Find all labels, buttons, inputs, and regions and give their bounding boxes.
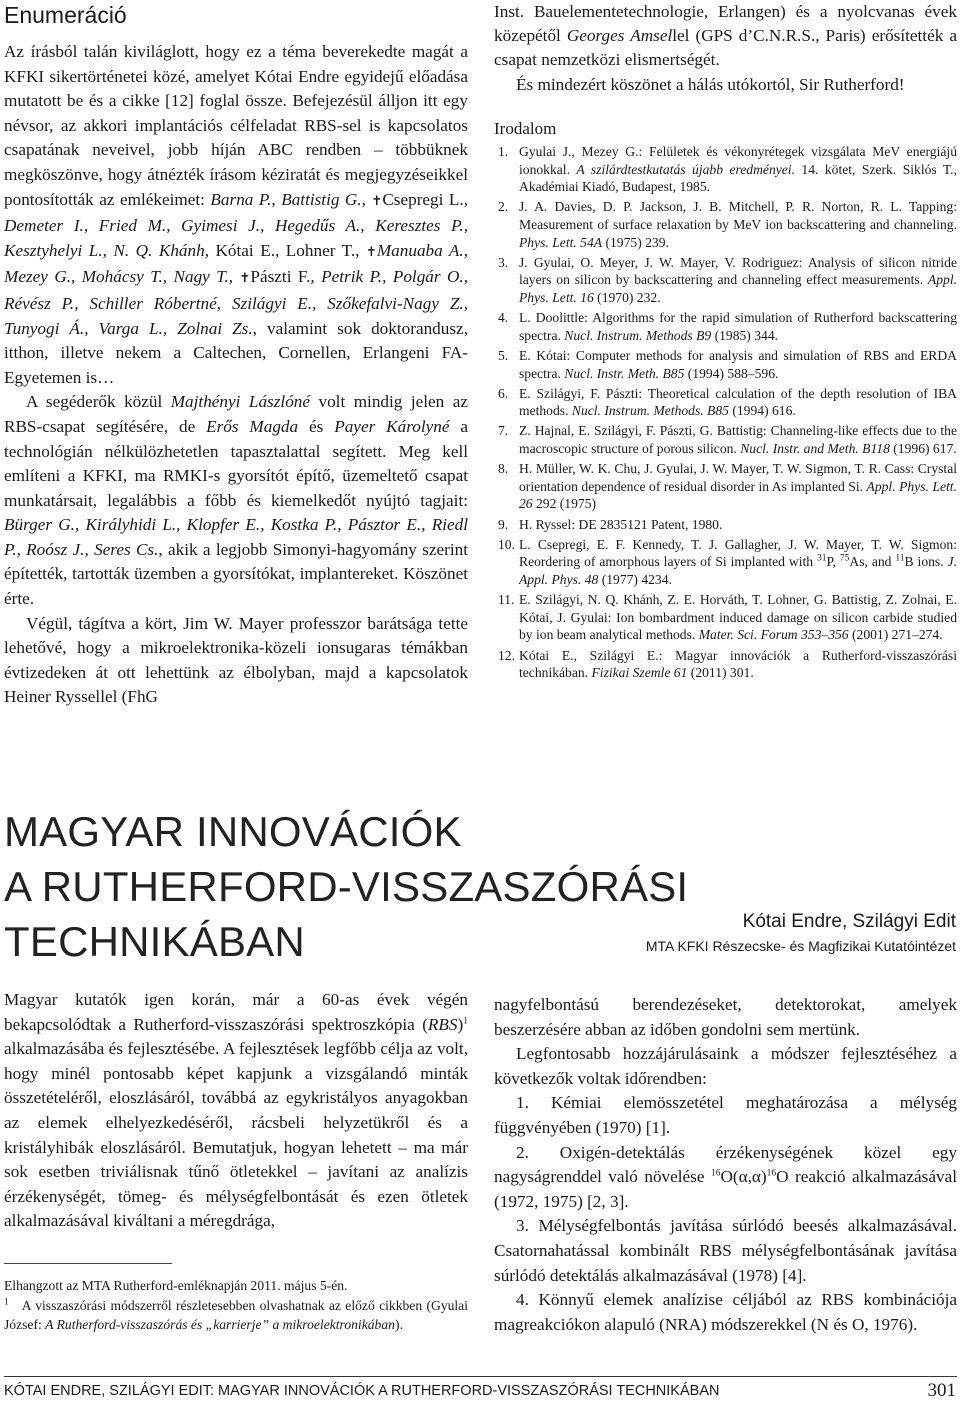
- reference-item: [494, 536, 957, 589]
- reference-item: [494, 516, 957, 534]
- reference-source: Appl. Phys. Lett. 26: [519, 478, 957, 512]
- footnote-1: [4, 1296, 468, 1335]
- body-paragraph: nagyfelbontású berendezéseket, detektorokat, amelyek beszerzésére abban az időben gondolni sem mertünk.: [494, 995, 957, 1039]
- reference-item: [494, 591, 957, 644]
- footnotes: [4, 1276, 468, 1335]
- helpers-text-d: a technológián nélkülözhetetlen tapasztalattal segített. Meg kell említeni a KFKI, ma RMKI-s gyorsítót építő, üzemeltető csapat munkatársait, legalábbis a főbb és kiemelkedőt nyújtó tagjait:: [4, 416, 468, 510]
- reference-number: 11.: [498, 592, 515, 608]
- reference-source: J. Appl. Phys. 48: [519, 554, 957, 588]
- isotope-mass-11: 11: [895, 553, 905, 564]
- deceased-cross-icon: ✝: [371, 193, 383, 209]
- isotope-mass-75: 75: [839, 553, 850, 564]
- reference-tail: (1975) 239.: [602, 234, 669, 250]
- reference-tail: 292 (1975): [532, 496, 597, 512]
- reference-tail: (2001) 271–274.: [848, 627, 943, 643]
- reference-text: E. Szilágyi, F. Pászti: Theoretical calculation of the depth resolution of IBA methods.: [519, 385, 957, 419]
- reference-source: A szilárdtestkutatás újabb eredményei.: [576, 161, 795, 177]
- continuation-text-a: Inst. Bauelementetechnologie, Erlangen) és a nyolcvanas évek közepétől: [494, 2, 957, 46]
- name-amsel: Georges Amsel: [566, 26, 673, 46]
- reference-source: Nucl. Instr. Meth. B85: [564, 365, 685, 381]
- footer-divider: [4, 1376, 957, 1377]
- reference-text: Z. Hajnal, E. Szilágyi, F. Pászti, G. Battistig: Channeling-like effects due to the macroscopic structure of porous silicon.: [519, 423, 957, 457]
- reference-tail: (2011) 301.: [687, 665, 754, 681]
- enumeration-intro-paragraph: [4, 40, 468, 390]
- reference-item: [494, 198, 957, 251]
- helpers-text-c: és: [298, 416, 335, 436]
- article-body-right: [494, 993, 957, 1337]
- reference-tail: (1994) 588–596.: [684, 365, 779, 381]
- intro-text-b: ): [457, 1014, 464, 1034]
- reference-number: 2.: [498, 199, 509, 215]
- enumeration-intro-text: Az írásból talán kiviláglott, hogy ez a téma beverekedte magát a KFKI sikertörténetei közé, amelyet Kótai Endre egyidejű előadása mutatott be és a cikke [12] foglal össze. Befejezésül álljon itt egy névsor, az akkori implantációs célfeladat RBS-sel is kapcsolatos csapatának neveivel, jobb híján ABC rendben – többüknek megköszönve, hogy átnézték írásom kéziratát és megjegyzéseikkel pontosították az emlékeimet:: [4, 42, 468, 209]
- names-part-4: , Petrik P., Polgár O., Révész P., Schiller Róbertné, Szilágyi E., Szőkefalvi-Nagy Z., Tunyogi Á., Varga L., Zolnai Zs.: [4, 267, 468, 338]
- reference-item: [494, 647, 957, 682]
- name-csepregi: Csepregi L.: [382, 189, 464, 209]
- footnote-divider: [4, 1263, 172, 1264]
- references-title: Irodalom: [494, 118, 557, 138]
- reference-source: Nucl. Instrum. Methods B9: [564, 327, 712, 343]
- reference-source: Nucl. Instrum. Methods. B85: [571, 403, 729, 419]
- accelerator-team-names: Bürger G., Királyhidi L., Klopfer E., Kostka P., Pásztor E., Riedl P., Roósz J., Seres Cs.: [4, 515, 468, 559]
- reference-tail: (1970) 232.: [593, 289, 661, 305]
- presentation-note: Elhangzott az MTA Rutherford-emléknapján 2011. május 5-én.: [4, 1278, 348, 1293]
- intro-text-a: Magyar kutatók igen korán, már a 60-as évek végén bekapcsolódtak a Rutherford-visszaszórási spektroszkópia (: [4, 990, 468, 1034]
- contributions-intro: Legfontosabb hozzájárulásaink a módszer fejlesztéséhez a következők voltak időrendben:: [494, 1044, 957, 1088]
- reference-item: [494, 422, 957, 457]
- reference-number: 4.: [498, 310, 509, 326]
- helpers-paragraph: [4, 390, 468, 611]
- reference-number: 1.: [498, 144, 509, 160]
- contribution-item-1: 1. Kémiai elemösszetétel meghatározása a mélység függvényében (1970) [1].: [494, 1093, 957, 1137]
- footnote-text-a: A visszaszórási módszerről részletesebben olvashatnak az előző cikkben (Gyulai József:: [4, 1297, 468, 1332]
- reference-number: 10.: [498, 536, 515, 552]
- reference-text: J. Gyulai, O. Meyer, J. W. Mayer, V. Rodriguez: Analysis of silicon nitride layers on silicon by backscattering and channeling effect measurements.: [519, 254, 957, 288]
- running-head: KÓTAI ENDRE, SZILÁGYI EDIT: MAGYAR INNOVÁCIÓK A RUTHERFORD-VISSZASZÓRÁSI TECHNIKÁBAN: [4, 1383, 720, 1399]
- isotope-mass-16: 16: [766, 1168, 777, 1179]
- reference-number: 5.: [498, 347, 509, 363]
- names-part-1: Barna P., Battistig G.,: [210, 189, 372, 209]
- footnote-text-b: ).: [394, 1317, 403, 1332]
- reference-list: [494, 143, 957, 682]
- continuation-text-b: lel (GPS d’C.N.R.S., Paris) erősítették a csapat nemzetközi elismertségét.: [494, 26, 957, 70]
- contribution-2-reaction: O(α,α): [720, 1167, 767, 1187]
- intro-text-c: alkalmazásába és fejlesztésébe. A fejlesztések legfőbb célja az volt, hogy minél pontosabb képet kapjunk a vizsgálandó minták összetételéről, eloszlásáról, továbbá az egykristályos anyagokban az elemek elhelyezkedéséről, rácsbeli helyzetükről és a kristályhibák eloszlásáról. Bemutatjuk, hogyan lehetett – ma már sok esetben triviálisnak tűnő ötletekkel – javítani az analízis érzékenységét, tömeg- és mélységfelbontását és ezen ötletek alkalmazásával kiváltani a méregdrága,: [4, 1039, 468, 1231]
- reference-text: Kótai E., Szilágyi E.: Magyar innovációk a Rutherford-visszaszórási technikában.: [519, 647, 957, 681]
- article-title-line-2: A RUTHERFORD-VISSZASZÓRÁSI TECHNIKÁBAN: [4, 863, 689, 965]
- reference-source: Appl. Phys. Lett. 16: [519, 272, 957, 305]
- reference-text: E. Szilágyi, N. Q. Khánh, Z. E. Horváth, T. Lohner, G. Battistig, Z. Zolnai, E. Kótai, J. Gyulai: Ion bombardment induced damage on silicon carbide studied by ion beam analytical methods.: [519, 592, 957, 643]
- reference-tail: 14. kötet, Szerk. Siklós T., Akadémiai Kiadó, Budapest, 1985.: [519, 161, 957, 195]
- reference-tail: (1996) 617.: [889, 441, 957, 457]
- article-body-left: [4, 988, 468, 1234]
- names-part-2: , Demeter I., Fried M., Gyimesi J., Hegedűs A., Keresztes P., Kesztyhelyi L., N. Q. Khánh,: [4, 189, 468, 260]
- continuation-paragraph: [494, 0, 957, 73]
- helper-name-payer: Payer Károlyné: [334, 416, 450, 436]
- reference-text: Gyulai J., Mezey G.: Felületek és vékonyrétegek vizsgálata MeV energiájú ionokkal.: [519, 144, 957, 177]
- isotope-symbol-b: B ions.: [904, 554, 948, 570]
- reference-text: H. Ryssel: DE 2835121 Patent, 1980.: [519, 516, 723, 532]
- reference-text: H. Müller, W. K. Chu, J. Gyulai, J. W. Mayer, T. W. Sigmon, T. R. Cass: Crystal orientation dependence of residual disorder in As implanted Si.: [519, 461, 957, 494]
- reference-number: 6.: [498, 385, 509, 401]
- reference-number: 7.: [498, 423, 509, 439]
- footnote-ref-1: 1: [463, 1015, 468, 1026]
- reference-text: L. Csepregi, E. F. Kennedy, T. J. Gallagher, J. W. Mayer, T. W. Sigmon: Reordering of amorphous layers of Si implanted with: [519, 536, 957, 570]
- isotope-mass-16: 16: [710, 1168, 721, 1179]
- section-title: Enumeráció: [4, 2, 127, 28]
- comma-separator: ,: [355, 240, 366, 260]
- reference-number: 8.: [498, 461, 509, 477]
- contribution-2-text-a: 2. Oxigén-detektálás érzékenységének közel egy nagyságrenddel való növelése: [494, 1142, 957, 1187]
- names-tail: , valamint sok doktorandusz, itthon, illetve nekem a Caltechen, Cornellen, Erlangeni FA-Egyetemen is…: [4, 318, 468, 387]
- reference-tail: (1985) 344.: [711, 327, 779, 343]
- name-paszti: Pászti F.: [250, 267, 311, 287]
- names-list: [4, 190, 468, 338]
- reference-number: 3.: [498, 254, 509, 270]
- name-kotai: Kótai E.: [215, 240, 275, 260]
- reference-source: Nucl. Instr. and Meth. B118: [740, 441, 890, 457]
- deceased-cross-icon: ✝: [239, 271, 251, 287]
- intro-paragraph: [4, 988, 468, 1234]
- reference-item: [494, 309, 957, 344]
- name-manuaba: Manuaba A.: [376, 240, 464, 260]
- reference-source: Mater. Sci. Forum 353–356: [698, 627, 849, 643]
- names-part-3: , Mezey G., Mohácsy T., Nagy T.,: [4, 240, 469, 287]
- closing-paragraph: Végül, tágítva a kört, Jim W. Mayer professzor barátsága tette lehetővé, hogy a mikroelektronika-közeli ionsugaras témákban évtizedeken át ott lehettünk az élbolyban, majd a kapcsolatok Heiner Ryssellel (FhG: [4, 613, 468, 707]
- reference-item: [494, 254, 957, 307]
- reference-item: [494, 385, 957, 420]
- thanks-paragraph: És mindezért köszönet a hálás utókortól, Sir Rutherford!: [516, 74, 905, 94]
- reference-text: L. Doolittle: Algorithms for the rapid simulation of Rutherford backscattering spectra.: [519, 310, 957, 343]
- article-institute: MTA KFKI Részecske- és Magfizikai Kutatóintézet: [645, 938, 956, 954]
- name-lohner: Lohner T.: [285, 240, 356, 260]
- helpers-text-a: A segéderők közül: [26, 392, 171, 412]
- article-authors: Kótai Endre, Szilágyi Edit: [742, 911, 956, 932]
- page-number: 301: [927, 1380, 956, 1401]
- deceased-cross-icon: ✝: [365, 244, 377, 260]
- reference-text: J. A. Davies, D. P. Jackson, J. B. Mitchell, P. R. Norton, R. L. Tapping: Measurement of surface relaxation by MeV ion backscattering and channeling.: [519, 199, 957, 232]
- footnote-cited-title: A Rutherford-visszaszórás és „karrierje” a mikroelektronikában: [45, 1317, 395, 1332]
- article-title-line-1: MAGYAR INNOVÁCIÓK: [4, 808, 462, 855]
- references-column: [494, 0, 957, 684]
- footnote-number: 1: [4, 1296, 9, 1307]
- reference-item: [494, 143, 957, 196]
- isotope-symbol-p: P,: [826, 554, 840, 570]
- reference-number: 9.: [498, 516, 509, 532]
- helpers-text-b: volt mindig jelen az RBS-csapat segítésére, de: [4, 392, 468, 436]
- reference-source: Phys. Lett. 54A: [519, 234, 603, 250]
- contribution-item-2: [494, 1141, 957, 1215]
- contribution-2-text-c: O reakció alkalmazásával (1972, 1975) [2, 3].: [494, 1167, 957, 1211]
- reference-source: Fizikai Szemle 61: [591, 665, 688, 681]
- helpers-text-e: , akik a legjobb Simonyi-hagyomány szerint építették, tartották üzemben a gyorsítókat, implantereket. Köszönet érte.: [4, 539, 468, 609]
- comma-separator: ,: [275, 240, 286, 260]
- reference-number: 12.: [498, 647, 515, 663]
- reference-text: E. Kótai: Computer methods for analysis and simulation of RBS and ERDA spectra.: [519, 347, 957, 381]
- rbs-abbrev: RBS: [427, 1014, 458, 1034]
- isotope-mass-31: 31: [817, 553, 827, 564]
- reference-item: [494, 347, 957, 382]
- reference-item: [494, 460, 957, 513]
- helper-name-majthenyi: Majthényi Lászlóné: [170, 392, 311, 412]
- contribution-item-3: 3. Mélységfelbontás javítása súrlódó beesés alkalmazásával. Csatornahatással kombinált RBS mélységfelbontásának javítása súrlódó detektálás alkalmazásával (1978) [4].: [494, 1216, 957, 1285]
- contribution-item-4: 4. Könnyű elemek analízise céljából az RBS kombinációja magreakciókon alapuló (NRA) módszerekkel (N és O, 1976).: [494, 1290, 957, 1334]
- enumeration-column: [4, 40, 468, 710]
- isotope-symbol-as: As, and: [849, 554, 896, 570]
- helper-name-eros: Erős Magda: [206, 416, 299, 436]
- reference-tail: (1977) 4234.: [598, 572, 672, 588]
- reference-tail: (1994) 616.: [728, 403, 796, 419]
